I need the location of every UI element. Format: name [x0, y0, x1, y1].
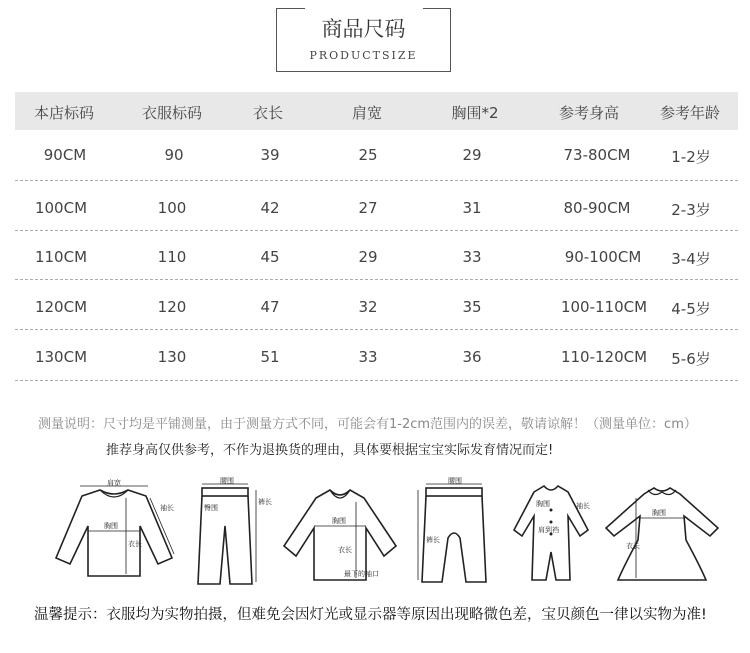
romper-sleeve-label: 袖长 — [576, 502, 590, 510]
cell-length: 39 — [260, 146, 280, 164]
cell-chest: 33 — [462, 248, 482, 266]
cell-shoulder: 32 — [358, 298, 378, 316]
cell-height: 110-120CM — [560, 348, 648, 366]
pants-waist-label: 腰围 — [220, 477, 234, 485]
dress-length-label: 衣长 — [626, 542, 640, 550]
cell-label-size: 120 — [157, 298, 187, 316]
row-divider — [15, 380, 738, 381]
cell-length: 51 — [260, 348, 280, 366]
table-row — [15, 132, 738, 182]
romper-chest-label: 胸围 — [536, 500, 550, 508]
cell-store-size: 100CM — [34, 199, 88, 217]
cell-chest: 35 — [462, 298, 482, 316]
header-shoulder: 肩宽 — [351, 104, 382, 122]
cell-age: 4-5岁 — [671, 300, 711, 318]
romper-shoulder-label: 肩到裆 — [538, 526, 559, 534]
table-row — [15, 185, 738, 235]
table-row — [15, 234, 738, 284]
dress-chest-label: 胸围 — [652, 509, 666, 517]
pants2-length-label: 裤长 — [426, 536, 440, 544]
row-divider — [15, 279, 738, 280]
pants-hip-label: 臀围 — [204, 504, 218, 512]
shirt-length-label: 衣长 — [128, 540, 142, 548]
cell-shoulder: 33 — [358, 348, 378, 366]
header-age: 参考年龄 — [659, 104, 720, 122]
header-length: 衣长 — [252, 104, 283, 122]
cell-shoulder: 25 — [358, 146, 378, 164]
header-height: 参考身高 — [558, 104, 619, 122]
cell-length: 47 — [260, 298, 280, 316]
raglan-chest-label: 胸围 — [332, 517, 346, 525]
shirt-shoulder-label: 肩宽 — [107, 479, 121, 487]
pants2-diagram — [412, 476, 500, 588]
romper-diagram — [506, 476, 596, 588]
measurement-note: 测量说明：尺寸均是平铺测量，由于测量方式不同，可能会有1-2cm范围内的误差，敬请谅解！（测量单位：cm） — [38, 417, 697, 432]
cell-height: 73-80CM — [563, 146, 631, 164]
cell-age: 1-2岁 — [671, 148, 711, 166]
cell-height: 100-110CM — [560, 298, 648, 316]
shirt-chest-label: 胸围 — [104, 522, 118, 530]
header-label-size: 衣服标码 — [141, 104, 202, 122]
cell-shoulder: 29 — [358, 248, 378, 266]
shirt-sleeve-label: 袖长 — [160, 504, 174, 512]
cell-age: 3-4岁 — [671, 250, 711, 268]
cell-height: 90-100CM — [564, 248, 642, 266]
height-note: 推荐身高仅供参考，不作为退换货的理由，具体要根据宝宝实际发育情况而定! — [106, 443, 554, 458]
cell-shoulder: 27 — [358, 199, 378, 217]
footer-note: 温馨提示：衣服均为实物拍摄，但难免会因灯光或显示器等原因出现略微色差，宝贝颜色一律以实物为准! — [34, 607, 707, 623]
cell-length: 45 — [260, 248, 280, 266]
row-divider — [15, 230, 738, 231]
cell-store-size: 130CM — [34, 348, 88, 366]
cell-age: 5-6岁 — [671, 350, 711, 368]
page-subtitle: PRODUCTSIZE — [309, 49, 418, 62]
header-store-size: 本店标码 — [33, 104, 94, 122]
cell-length: 42 — [260, 199, 280, 217]
title-box — [276, 8, 451, 72]
cell-label-size: 130 — [157, 348, 187, 366]
page-title: 商品尺码 — [321, 17, 406, 41]
shirt-diagram — [40, 476, 180, 586]
raglan-shirt-diagram — [278, 476, 402, 588]
cell-label-size: 110 — [157, 248, 187, 266]
table-row — [15, 284, 738, 334]
cell-chest: 29 — [462, 146, 482, 164]
cell-store-size: 110CM — [34, 248, 88, 266]
cell-store-size: 90CM — [43, 146, 87, 164]
pants2-waist-label: 腰围 — [448, 477, 462, 485]
cell-label-size: 90 — [164, 146, 184, 164]
table-row — [15, 334, 738, 384]
cell-age: 2-3岁 — [671, 201, 711, 219]
dress-diagram — [600, 476, 724, 588]
cell-chest: 36 — [462, 348, 482, 366]
raglan-length-label: 衣长 — [338, 546, 352, 554]
cell-label-size: 100 — [157, 199, 187, 217]
pants-length-label: 裤长 — [258, 498, 272, 506]
cell-height: 80-90CM — [563, 199, 631, 217]
header-chest: 胸围*2 — [451, 104, 499, 122]
row-divider — [15, 180, 738, 181]
table-header — [15, 92, 738, 130]
row-divider — [15, 329, 738, 330]
raglan-hem-label: 最下的袖口 — [344, 570, 379, 578]
pants-diagram — [190, 476, 270, 588]
cell-chest: 31 — [462, 199, 482, 217]
cell-store-size: 120CM — [34, 298, 88, 316]
